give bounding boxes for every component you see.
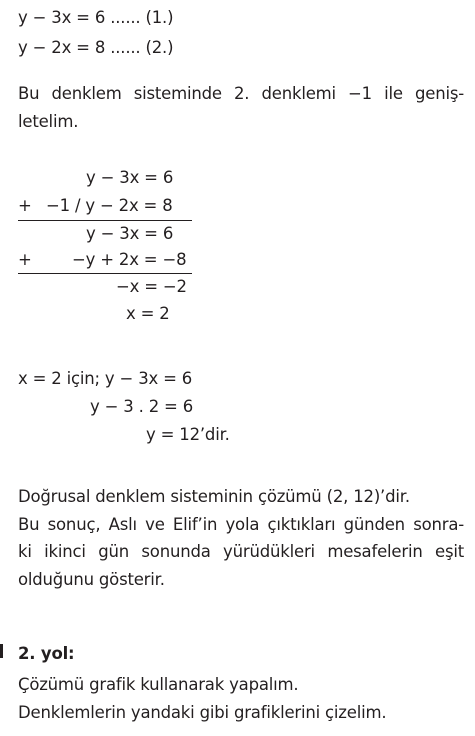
sum-line [18, 220, 192, 221]
paragraph-line: olduğunu gösterir. [18, 569, 165, 589]
margin-mark [0, 644, 3, 658]
paragraph-multiply [18, 80, 464, 135]
elim-row-5: −x = −2 [116, 277, 187, 296]
elim-row-2: −1 / y − 2x = 8 [46, 196, 173, 215]
paragraph-line: Doğrusal denklem sisteminin çözümü (2, 12)’dir. [18, 487, 410, 506]
paragraph-graph-method [18, 671, 464, 726]
plus-sign: + [18, 250, 32, 269]
paragraph-line: Çözümü grafik kullanarak yapalım. [18, 675, 299, 694]
paragraph-line: Bu sonuç, Aslı ve Elif’in yola çıktıkları günden sonra- [18, 514, 464, 534]
paragraph-line: Denklemlerin yandaki gibi grafiklerini çizelim. [18, 702, 387, 722]
paragraph-line: Bu denklem sisteminde 2. denklemi −1 ile geniş- [18, 84, 464, 103]
plus-sign: + [18, 196, 32, 215]
elim-row-4: −y + 2x = −8 [72, 250, 187, 269]
equation-2: y − 2x = 8 ...... (2.) [18, 38, 174, 57]
subst-line-1: x = 2 için; y − 3x = 6 [18, 369, 193, 388]
subst-line-3: y = 12’dir. [146, 425, 230, 444]
paragraph-conclusion [18, 483, 464, 593]
paragraph-line: ki ikinci gün sonunda yürüdükleri mesafelerin eşit [18, 542, 464, 561]
equation-1: y − 3x = 6 ...... (1.) [18, 8, 174, 27]
subst-line-2: y − 3 . 2 = 6 [90, 397, 194, 416]
paragraph-line: letelim. [18, 111, 79, 131]
elim-row-3: y − 3x = 6 [86, 224, 174, 243]
elim-row-1: y − 3x = 6 [86, 168, 174, 187]
section-heading: 2. yol: [18, 644, 75, 663]
elim-row-6: x = 2 [126, 304, 170, 323]
sum-line [18, 273, 192, 274]
